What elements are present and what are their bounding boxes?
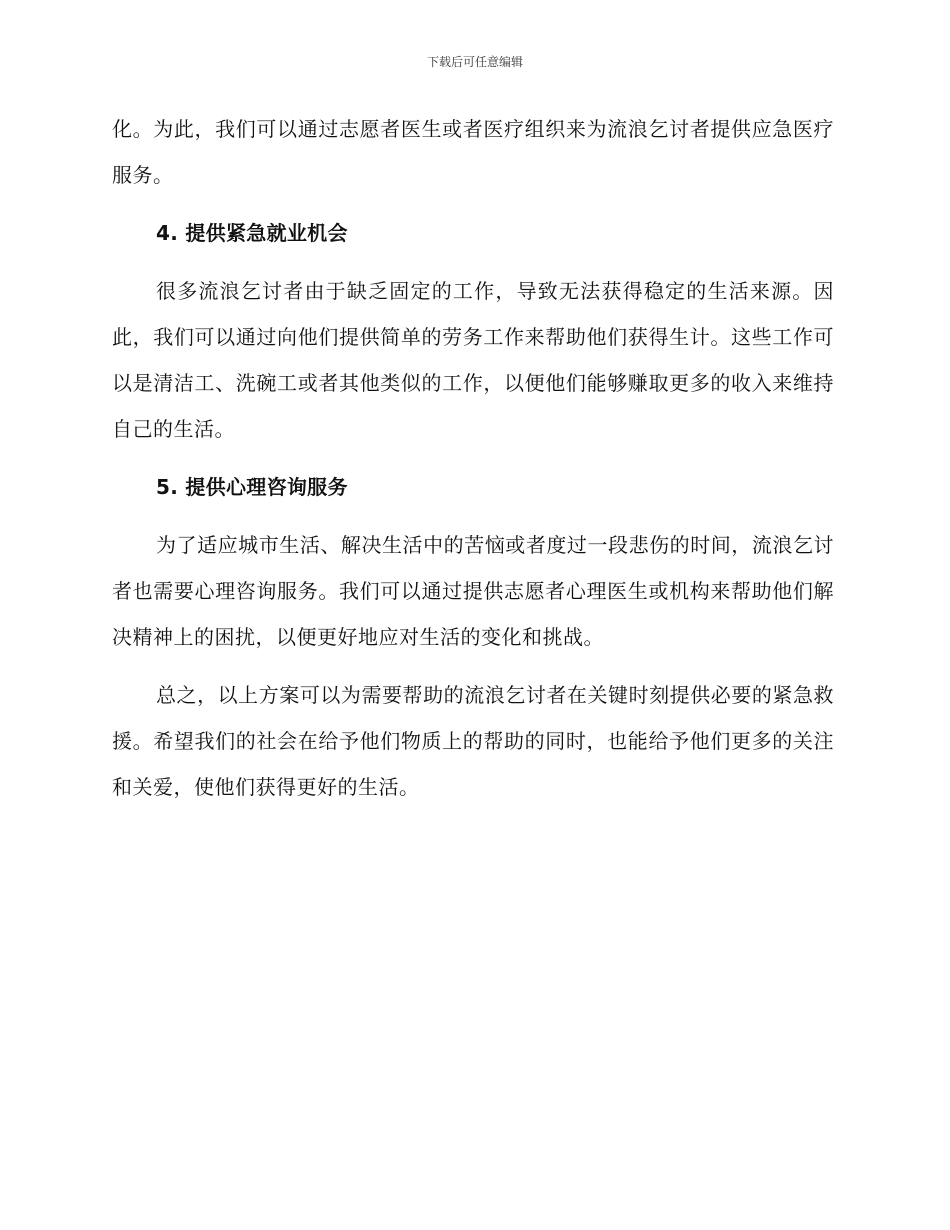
paragraph-counseling: 为了适应城市生活、解决生活中的苦恼或者度过一段悲伤的时间，流浪乞讨者也需要心理咨询服务。我们可以通过提供志愿者心理医生或机构来帮助他们解决精神上的困扰，以便更好地应对生活的变化和挑战。 [112,533,834,649]
paragraph-employment: 很多流浪乞讨者由于缺乏固定的工作，导致无法获得稳定的生活来源。因此，我们可以通过向他们提供简单的劳务工作来帮助他们获得生计。这些工作可以是清洁工、洗碗工或者其他类似的工作，以便他们能够赚取更多的收入来维持自己的生活。 [112,279,834,441]
section-heading-5: 5. 提供心理咨询服务 [156,475,348,499]
section-heading-4: 4. 提供紧急就业机会 [156,221,348,245]
page-header: 下载后可任意编辑 [426,55,523,69]
document-body [112,106,834,810]
paragraph-conclusion: 总之，以上方案可以为需要帮助的流浪乞讨者在关键时刻提供必要的紧急救援。希望我们的社会在给予他们物质上的帮助的同时，也能给予他们更多的关注和关爱，使他们获得更好的生活。 [112,683,834,799]
paragraph-continuation: 化。为此，我们可以通过志愿者医生或者医疗组织来为流浪乞讨者提供应急医疗服务。 [112,117,834,187]
